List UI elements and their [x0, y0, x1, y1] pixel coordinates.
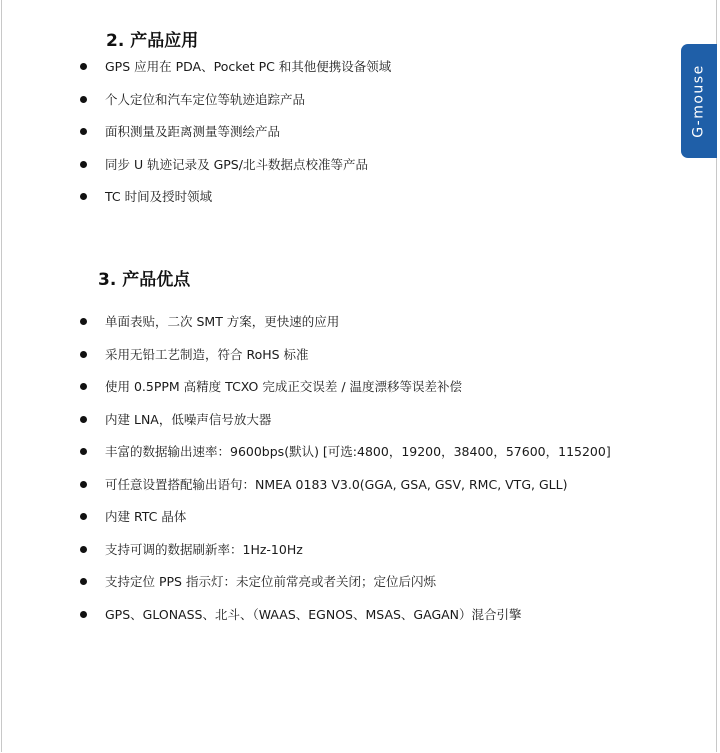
- section-heading-advantages: 3. 产品优点: [98, 270, 191, 290]
- list-item-text: GPS、GLONASS、北斗、（WAAS、EGNOS、MSAS、GAGAN）混合引擎: [105, 606, 522, 622]
- bullet-icon: [80, 63, 87, 70]
- applications-list: [80, 57, 391, 220]
- bullet-icon: [80, 481, 87, 488]
- list-item-text: 支持定位 PPS 指示灯：未定位前常亮或者关闭；定位后闪烁: [105, 574, 436, 589]
- list-item-text: GPS 应用在 PDA、Pocket PC 和其他便携设备领域: [105, 59, 392, 74]
- bullet-icon: [80, 161, 87, 168]
- side-tab-label: G-mouse: [691, 64, 708, 138]
- list-item: [80, 475, 611, 508]
- list-item: [80, 312, 611, 345]
- advantages-list: [80, 312, 611, 637]
- list-item: [80, 572, 611, 605]
- list-item: [80, 442, 611, 475]
- bullet-icon: [80, 383, 87, 390]
- bullet-icon: [80, 578, 87, 585]
- list-item-text: 单面表贴，二次 SMT 方案，更快速的应用: [105, 314, 340, 329]
- bullet-icon: [80, 193, 87, 200]
- list-item: [80, 605, 611, 638]
- bullet-icon: [80, 513, 87, 520]
- list-item: [80, 377, 611, 410]
- bullet-icon: [80, 546, 87, 553]
- list-item-text: 丰富的数据输出速率：9600bps(默认) [可选:4800，19200，38400，57600，115200]: [105, 444, 611, 459]
- list-item-text: 可任意设置搭配输出语句：NMEA 0183 V3.0(GGA, GSA, GSV, RMC, VTG, GLL): [105, 476, 568, 492]
- list-item: [80, 507, 611, 540]
- bullet-icon: [80, 416, 87, 423]
- list-item-text: 个人定位和汽车定位等轨迹追踪产品: [105, 91, 306, 107]
- list-item-text: 支持可调的数据刷新率：1Hz-10Hz: [105, 541, 303, 557]
- list-item-text: 内建 RTC 晶体: [105, 509, 187, 524]
- list-item: [80, 90, 391, 123]
- bullet-icon: [80, 128, 87, 135]
- bullet-icon: [80, 351, 87, 358]
- list-item: [80, 187, 391, 220]
- side-tab: [681, 44, 717, 158]
- bullet-icon: [80, 96, 87, 103]
- list-item: [80, 57, 391, 90]
- list-item-text: 同步 U 轨迹记录及 GPS/北斗数据点校准等产品: [105, 156, 368, 172]
- list-item: [80, 540, 611, 573]
- list-item: [80, 345, 611, 378]
- list-item: [80, 155, 391, 188]
- list-item-text: 面积测量及距离测量等测绘产品: [105, 124, 281, 139]
- section-heading-applications: 2. 产品应用: [106, 31, 199, 51]
- bullet-icon: [80, 611, 87, 618]
- list-item: [80, 122, 391, 155]
- bullet-icon: [80, 448, 87, 455]
- list-item-text: TC 时间及授时领域: [105, 189, 213, 204]
- list-item-text: 采用无铅工艺制造，符合 RoHS 标准: [105, 346, 309, 362]
- list-item-text: 使用 0.5PPM 高精度 TCXO 完成正交误差 / 温度漂移等误差补偿: [105, 379, 463, 394]
- bullet-icon: [80, 318, 87, 325]
- list-item: [80, 410, 611, 443]
- list-item-text: 内建 LNA，低噪声信号放大器: [105, 411, 272, 427]
